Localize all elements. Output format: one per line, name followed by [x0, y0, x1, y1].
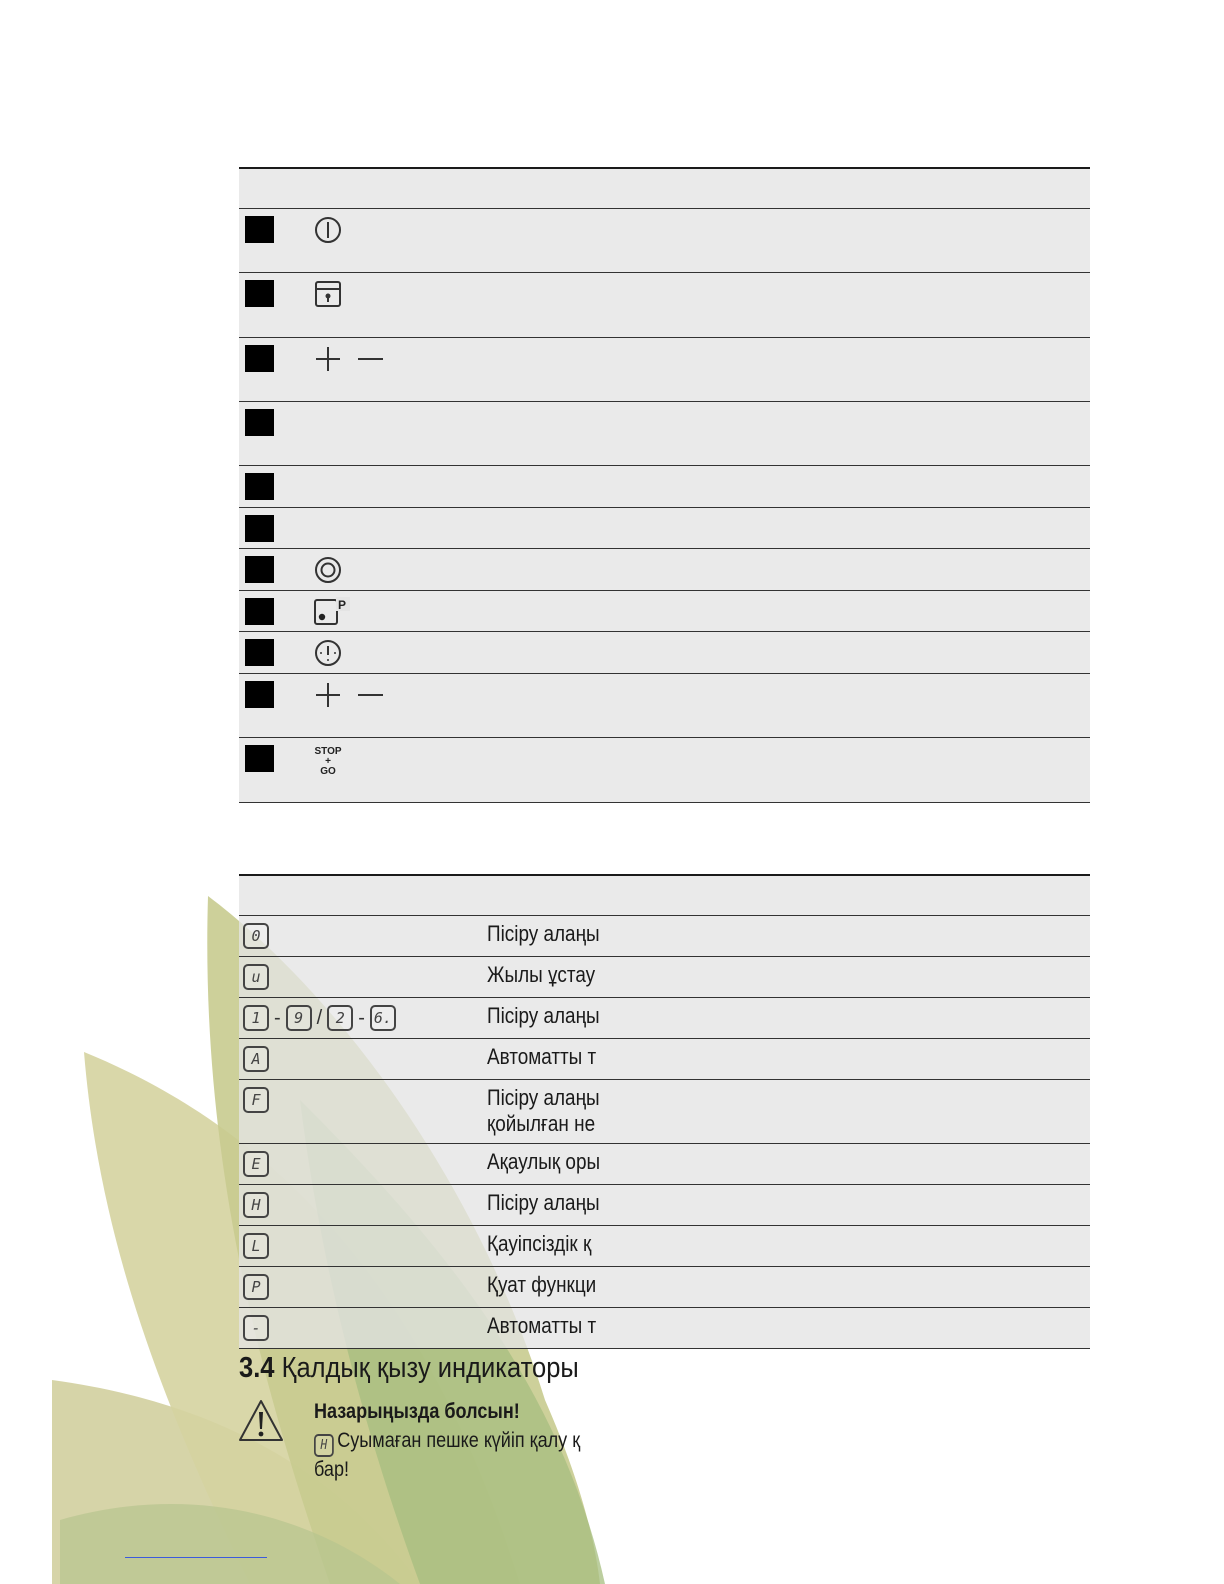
row-description: Пісіру алаңы [487, 921, 600, 946]
svg-text:P: P [338, 598, 347, 612]
table-row [239, 508, 1090, 549]
display-symbol: - [243, 1315, 269, 1341]
callout-number-box [245, 556, 274, 583]
display-symbol: F [243, 1087, 269, 1113]
section-number: 3.4 [239, 1352, 275, 1384]
callout-number-box [245, 745, 274, 772]
row-description: Ақаулық оры [487, 1149, 601, 1174]
display-symbol: A [243, 1046, 269, 1072]
table-row [239, 591, 1090, 632]
display-symbol: H [243, 1192, 269, 1218]
cooking-zone-icon [313, 555, 343, 590]
table-row [239, 674, 1090, 738]
power-function-icon [313, 597, 353, 632]
row-description: Пісіру алаңы [487, 1003, 600, 1028]
warning-text: H Суымаған пешке күйіп қалу қ бар! [314, 1429, 581, 1481]
row-description: Автоматты т [487, 1044, 597, 1069]
callout-number-box [245, 681, 274, 708]
table-row [239, 1185, 1090, 1226]
table-row [239, 1039, 1090, 1080]
table-row [239, 402, 1090, 466]
section-heading [239, 1352, 579, 1385]
table-row [239, 632, 1090, 674]
stop-go-icon [313, 744, 349, 783]
lock-icon [313, 279, 343, 314]
table-row [239, 1144, 1090, 1185]
svg-text:GO: GO [320, 766, 336, 777]
callout-number-box [245, 280, 274, 307]
row-description: Жылы ұстау [487, 962, 596, 987]
table-row [239, 738, 1090, 803]
warning-triangle-icon [237, 1398, 285, 1449]
timer-icon [313, 638, 343, 673]
row-description: Пісіру алаңы қойылған не [487, 1085, 600, 1136]
footer-link-underline[interactable] [125, 1557, 267, 1558]
callout-number-box [245, 409, 274, 436]
display-symbol: u [243, 964, 269, 990]
table-row [239, 998, 1090, 1039]
table-row [239, 1308, 1090, 1349]
range-separator: / [316, 1006, 323, 1029]
range-separator: - [358, 1006, 365, 1029]
callout-number-box [245, 473, 274, 500]
table-row [239, 1267, 1090, 1308]
table-row [239, 957, 1090, 998]
section-title: Қалдық қызу индикаторы [281, 1352, 579, 1384]
display-symbol: 2 [327, 1005, 353, 1031]
plus-minus-icon [313, 344, 387, 379]
range-separator: - [274, 1006, 281, 1029]
table-row [239, 1080, 1090, 1144]
warning-title: Назарыңызда болсын! [314, 1400, 520, 1423]
callout-number-box [245, 598, 274, 625]
display-symbol: 6. [370, 1005, 396, 1031]
callout-number-box [245, 515, 274, 542]
table-row [239, 338, 1090, 402]
table-row [239, 916, 1090, 957]
power-icon [313, 215, 343, 250]
display-symbol: E [243, 1151, 269, 1177]
table-row [239, 273, 1090, 338]
display-symbol: 1 [243, 1005, 269, 1031]
callout-number-box [245, 345, 274, 372]
display-symbol: P [243, 1274, 269, 1300]
row-description: Қауіпсіздік қ [487, 1231, 592, 1256]
display-symbol: L [243, 1233, 269, 1259]
display-symbol: 9 [286, 1005, 312, 1031]
table-header [239, 169, 1090, 209]
row-description: Қуат функци [487, 1272, 597, 1297]
table-row [239, 1226, 1090, 1267]
display-table [239, 874, 1090, 1349]
svg-text:STOP: STOP [314, 746, 342, 757]
callout-number-box [245, 639, 274, 666]
table-row [239, 209, 1090, 273]
table-row [239, 549, 1090, 591]
plus-minus-icon [313, 680, 387, 715]
svg-text:+: + [325, 756, 331, 767]
table-header [239, 876, 1090, 916]
controls-table [239, 167, 1090, 803]
display-symbol: H [314, 1434, 334, 1457]
row-description: Пісіру алаңы [487, 1190, 600, 1215]
table-row [239, 466, 1090, 508]
display-symbol: 0 [243, 923, 269, 949]
row-description: Автоматты т [487, 1313, 597, 1338]
callout-number-box [245, 216, 274, 243]
